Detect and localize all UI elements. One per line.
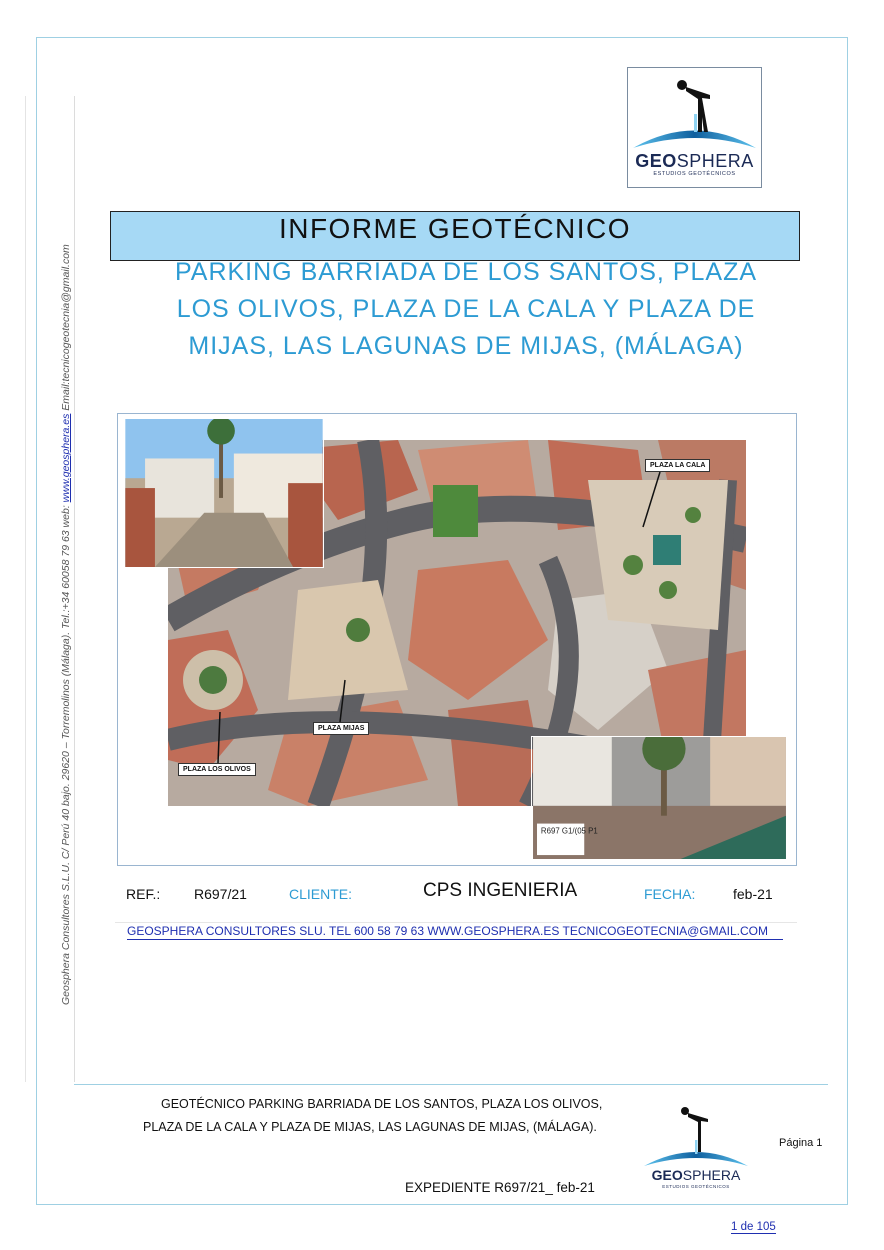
subtitle-line: PARKING BARRIADA DE LOS SANTOS, PLAZA bbox=[174, 258, 758, 286]
logo-tagline: ESTUDIOS GEOTÉCNICOS bbox=[653, 171, 736, 177]
inset-photo-plaza-olivos bbox=[124, 418, 324, 568]
fecha-value: feb-21 bbox=[733, 886, 773, 902]
company-contact-link[interactable]: GEOSPHERA CONSULTORES SLU. TEL 600 58 79 63 WWW.GEOSPHERA.ES TECNICOGEOTECNIA@GMAIL.COM bbox=[127, 924, 783, 940]
subtitle-line: MIJAS, LAS LAGUNAS DE MIJAS, (MÁLAGA) bbox=[188, 332, 744, 360]
document-subtitle bbox=[120, 254, 812, 365]
sidebar-email: Email:tecnicogeotecnia@gmail.com bbox=[60, 244, 72, 414]
ref-value: R697/21 bbox=[194, 886, 247, 902]
logo-wordmark: GEOSPHERA bbox=[635, 151, 754, 171]
map-label-plaza-la-cala: PLAZA LA CALA bbox=[645, 459, 710, 472]
map-label-plaza-mijas: PLAZA MIJAS bbox=[313, 722, 369, 735]
photo-note: R697 G1/(05 P1 bbox=[540, 826, 598, 836]
expediente: EXPEDIENTE R697/21_ feb-21 bbox=[405, 1180, 595, 1195]
inset-photo-plaza-cala bbox=[531, 736, 788, 860]
sidebar-web-link[interactable]: www.geosphera.es bbox=[60, 413, 72, 503]
footer-logo-tagline: ESTUDIOS GEOTÉCNICOS bbox=[662, 1184, 730, 1189]
page-label: Página 1 bbox=[779, 1137, 823, 1149]
footer-logo-wordmark: GEOSPHERA bbox=[651, 1167, 741, 1183]
sidebar-address: Geosphera Consultores S.L.U. C/ Perú 40 bajo. 29620 – Torremolinos (Málaga). Tel.:+34 60058 79 63 web: bbox=[60, 502, 72, 1005]
side-divider-outer bbox=[25, 96, 26, 1082]
company-logo bbox=[627, 67, 762, 188]
fecha-label: FECHA: bbox=[644, 886, 696, 902]
subtitle-line: LOS OLIVOS, PLAZA DE LA CALA Y PLAZA DE bbox=[176, 295, 756, 323]
sidebar-contact-text bbox=[60, 244, 72, 1005]
cliente-value: CPS INGENIERIA bbox=[423, 880, 578, 901]
footer-title-line: PLAZA DE LA CALA Y PLAZA DE MIJAS, LAS LAGUNAS DE MIJAS, (MÁLAGA). bbox=[143, 1120, 597, 1134]
footer-title-line: GEOTÉCNICO PARKING BARRIADA DE LOS SANTOS, PLAZA LOS OLIVOS, bbox=[161, 1097, 603, 1111]
page-count: 1 de 105 bbox=[731, 1221, 776, 1233]
divider bbox=[115, 922, 797, 923]
map-label-plaza-los-olivos: PLAZA LOS OLIVOS bbox=[178, 763, 256, 776]
footer-logo bbox=[641, 1104, 751, 1196]
side-divider bbox=[74, 96, 75, 1082]
ref-label: REF.: bbox=[126, 886, 161, 902]
footer-divider bbox=[74, 1084, 828, 1085]
cliente-label: CLIENTE: bbox=[289, 886, 353, 902]
document-title: INFORME GEOTÉCNICO bbox=[278, 213, 632, 244]
